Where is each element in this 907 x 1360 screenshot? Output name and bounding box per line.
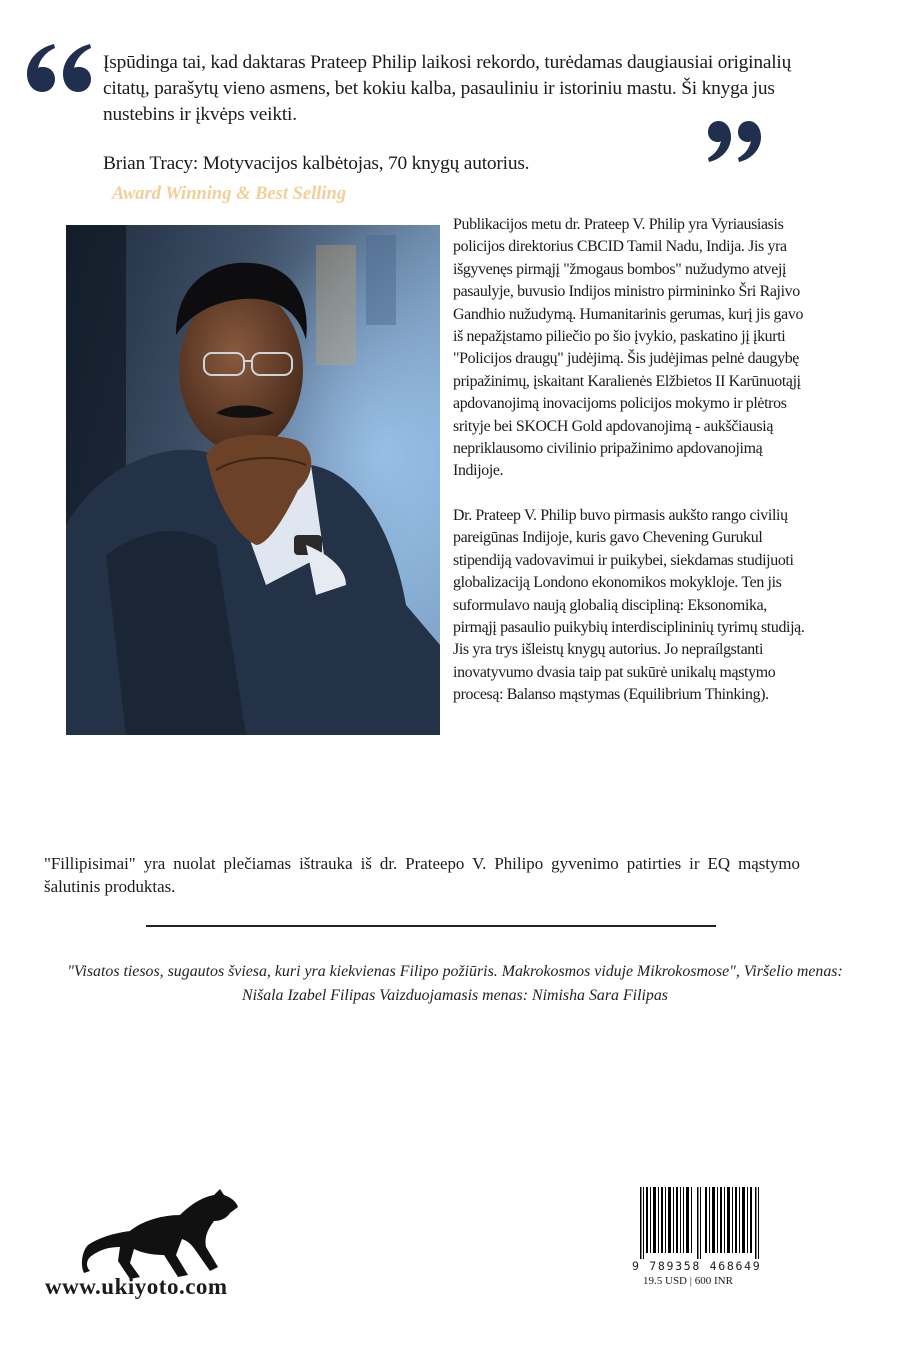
publisher-website[interactable]: www.ukiyoto.com <box>45 1274 228 1299</box>
art-credits: "Visatos tiesos, sugautos šviesa, kuri yra kiekvienas Filipo požiūris. Makrokosmos viduje Mikrokosmose", Viršelio menas: Nišala Izabel Filipas Vaizduojamasis menas: Nimisha Sara Filipas <box>67 963 843 1004</box>
panther-logo-icon <box>80 1185 245 1280</box>
barcode <box>640 1187 760 1259</box>
quote-text: Įspūdinga tai, kad daktaras Prateep Philip laikosi rekordo, turėdamas daugiausiai originalių citatų, parašytų vieno asmens, bet kokiu kalba, pasauliniu ir istoriniu mastu. Ši knyga jus nustebins ir įkvėps veikti. <box>103 52 792 125</box>
bio-paragraph-2: Dr. Prateep V. Philip buvo pirmasis aukšto rango civilių pareigūnas Indijoje, kuris gavo Chevening Gurukul stipendiją vadovavimui ir puikybei, siekdamas studijuoti globalizaciją Londono ekonomikos mokykloje. Ten jis suformulavo naują globalią discipliną: Eksonomika, pirmąjį pasaulio puikybių interdisciplininių tyrimų studiją. Jis yra trys išleistų knygų autorius. Jo nepraílgstanti inovatyvumo dvasia taip pat sukūrė unikalų mąstymo procesą: Balanso mąstymas (Equilibrium Thinking). <box>453 506 805 704</box>
open-quote-icon <box>24 38 94 94</box>
book-note: "Fillipisimai" yra nuolat plečiamas ištrauka iš dr. Prateepo V. Philipo gyvenimo patirties ir EQ mąstymo šalutinis produktas. <box>44 854 800 896</box>
price-label: 19.5 USD | 600 INR <box>643 1275 733 1287</box>
divider <box>146 925 716 927</box>
barcode-digits: 9 789358 468649 <box>632 1259 762 1273</box>
author-portrait <box>66 225 440 735</box>
bio-paragraph-1: Publikacijos metu dr. Prateep V. Philip yra Vyriausiasis policijos direktorius CBCID Tamil Nadu, Indija. Jis yra išgyvenęs pirmąjį "žmogaus bombos" nužudymo atvejį pasaulyje, buvusio Indijos ministro pirmininko Šri Rajivo Gandhio nužudymą. Humanitarinis gerumas, kurį jis gavo iš nepažįstamo piliečio po šio įvykio, paskatino jį įkurti "Policijos draugų" judėjimą. Šis judėjimas pelnė daugybę pripažinimų, įskaitant Karalienės Elžbietos II Karūnuotąjį apdovanojimą inovacijoms policijos mokymo ir plėtros srityje bei SKOCH Gold apdovanojimą - aukščiausią nepriklausomo civilinio pripažinimo apdovanojimą Indijoje. <box>453 216 804 480</box>
author-bio <box>453 214 808 707</box>
quote-attribution: Brian Tracy: Motyvacijos kalbėtojas, 70 knygų autorius. <box>103 153 530 174</box>
award-tagline: Award Winning & Best Selling <box>112 184 347 204</box>
